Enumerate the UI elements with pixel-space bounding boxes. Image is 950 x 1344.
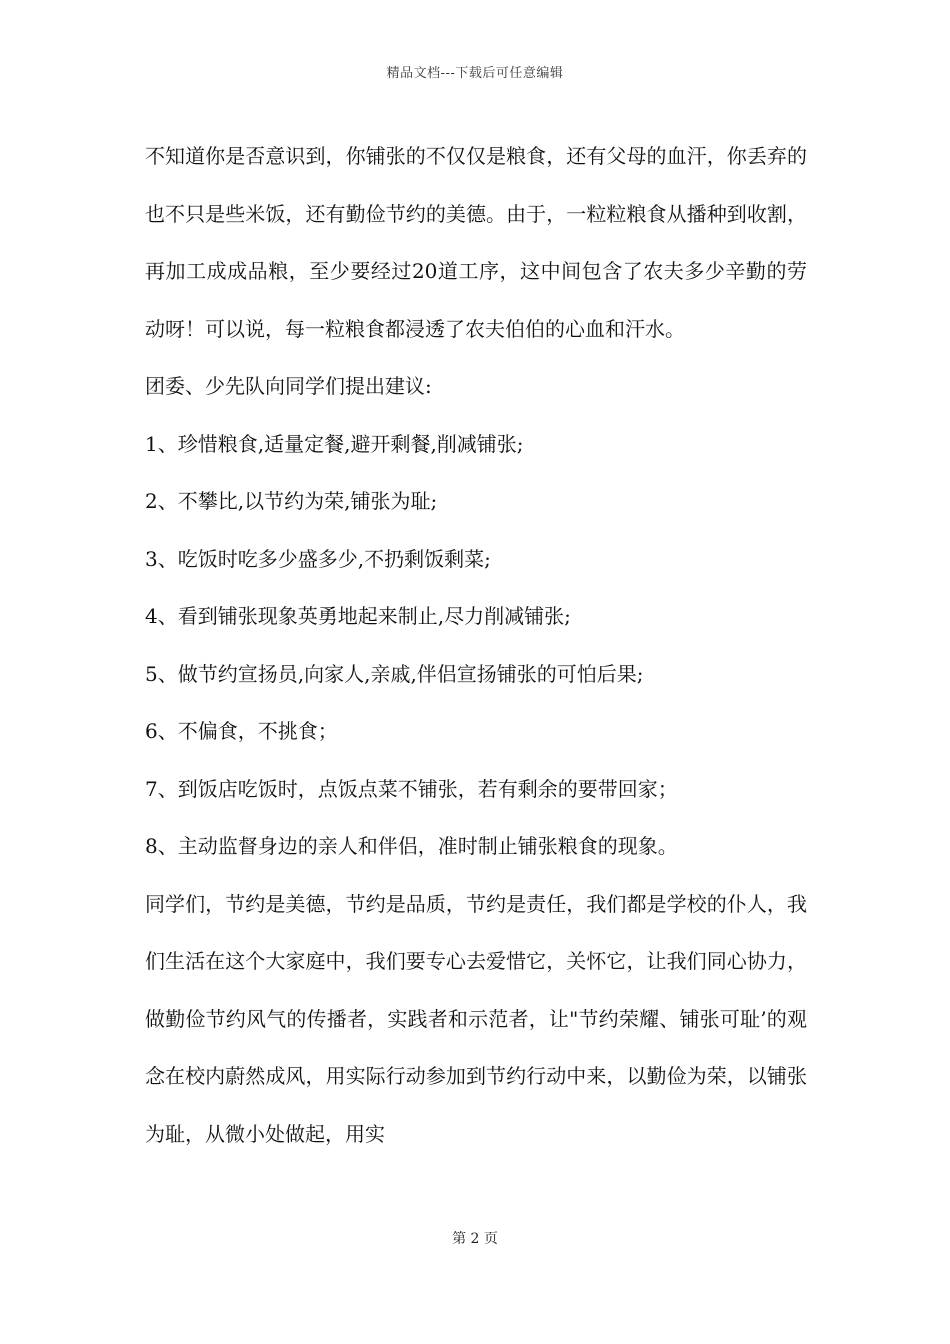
list-item: 6、不偏食，不挑食； (145, 719, 338, 743)
page-header: 精品文档---下载后可任意编辑 (386, 66, 564, 81)
document-body (145, 128, 807, 1163)
list-item: 7、到饭店吃饭时，点饭点菜不铺张，若有剩余的要带回家； (145, 776, 678, 801)
paragraph-intro: 不知道你是否意识到，你铺张的不仅仅是粮食，还有父母的血汗，你丢弃的也不只是些米饭，还有勤俭节约的美德。由于，一粒粒粮食从播种到收割，再加工成成品粮，至少要经过20道工序，这中间包含了农夫多少辛勤的劳动呀！可以说，每一粒粮食都浸透了农夫伯伯的心血和汗水。 (145, 144, 807, 341)
list-item: 8、主动监督身边的亲人和伴侣，准时制止铺张粮食的现象。 (145, 834, 678, 858)
list-item: 1、珍惜粮食,适量定餐,避开剩餐,削减铺张; (145, 431, 524, 456)
page-number: 第 2 页 (452, 1231, 498, 1247)
list-item: 3、吃饭时吃多少盛多少,不扔剩饭剩菜; (145, 546, 491, 571)
paragraph-proposal-heading: 团委、少先队向同学们提出建议: (145, 374, 432, 398)
list-item: 4、看到铺张现象英勇地起来制止,尽力削减铺张; (145, 604, 571, 628)
list-item: 5、做节约宣扬员,向家人,亲戚,伴侣宣扬铺张的可怕后果; (145, 661, 644, 686)
list-item: 2、不攀比,以节约为荣,铺张为耻; (145, 489, 438, 513)
paragraph-closing: 同学们，节约是美德，节约是品质，节约是责任，我们都是学校的仆人，我们生活在这个大家庭中，我们要专心去爱惜它，关怀它，让我们同心协力，做勤俭节约风气的传播者，实践者和示范者，让"节约荣耀、铺张可耻’的观念在校内蔚然成风，用实际行动参加到节约行动中来，以勤俭为荣，以铺张为耻，从微小处做起，用实 (145, 891, 807, 1146)
